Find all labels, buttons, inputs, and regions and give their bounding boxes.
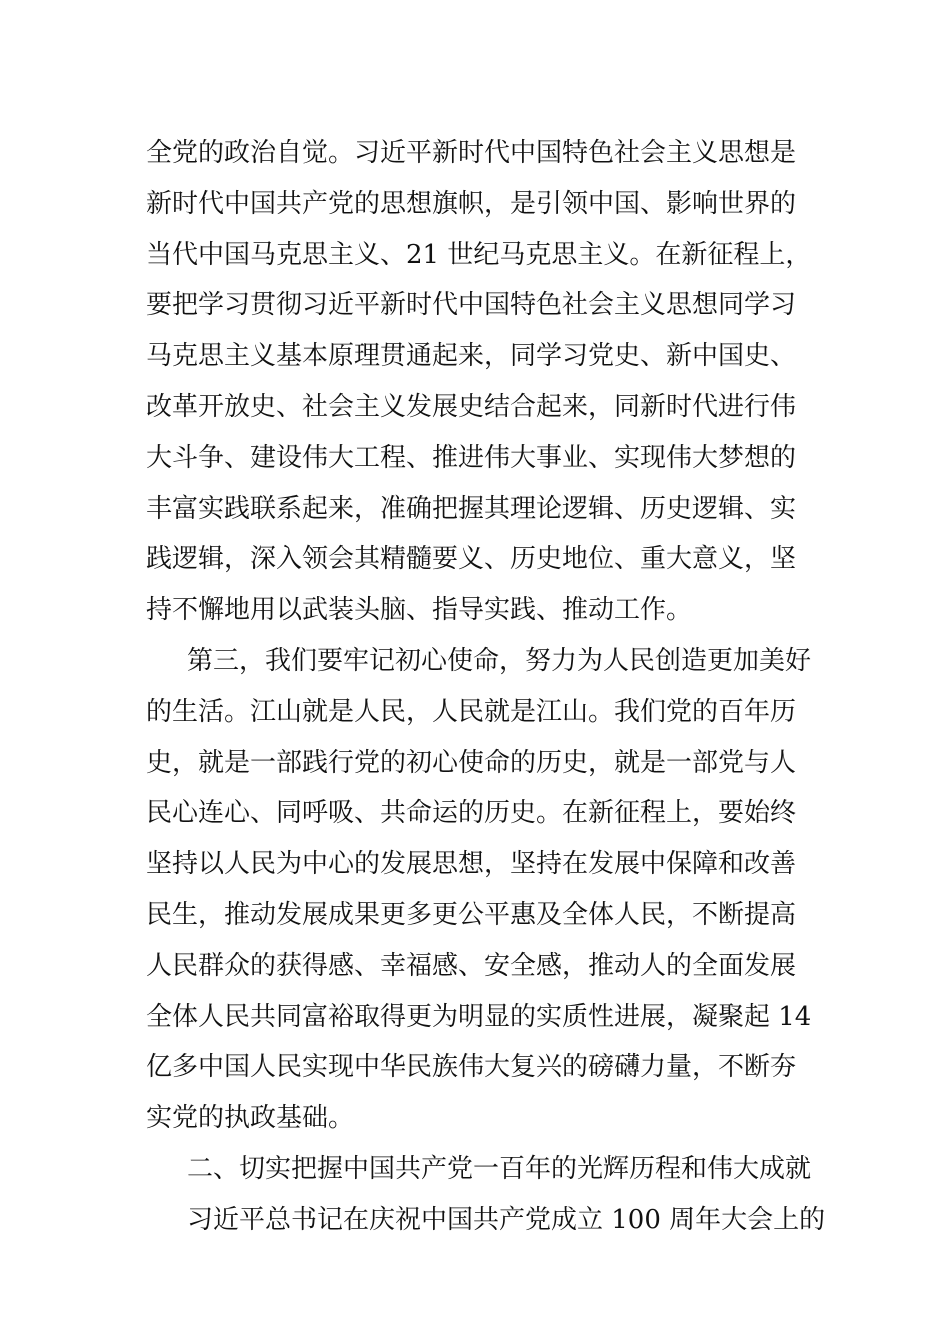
paragraph-line: 第三，我们要牢记初心使命，努力为人民创造更加美好 bbox=[187, 645, 812, 676]
paragraph-line: 实党的执政基础。 bbox=[146, 1103, 355, 1134]
paragraph-line: 践逻辑，深入领会其精髓要义、历史地位、重大意义，坚 bbox=[146, 544, 797, 575]
document-body bbox=[146, 128, 826, 1246]
paragraph-line: 改革开放史、社会主义发展史结合起来，同新时代进行伟 bbox=[146, 391, 797, 422]
paragraph-line: 人民群众的获得感、幸福感、安全感，推动人的全面发展 bbox=[146, 950, 797, 981]
paragraph-line: 民心连心、同呼吸、共命运的历史。在新征程上，要始终 bbox=[146, 798, 797, 829]
paragraph-line: 要把学习贯彻习近平新时代中国特色社会主义思想同学习 bbox=[146, 290, 797, 321]
paragraph-line: 全体人民共同富裕取得更为明显的实质性进展，凝聚起 14 bbox=[146, 1001, 812, 1032]
paragraph-line: 马克思主义基本原理贯通起来，同学习党史、新中国史、 bbox=[146, 341, 797, 372]
paragraph-line: 习近平总书记在庆祝中国共产党成立 100 周年大会上的 bbox=[187, 1204, 826, 1235]
paragraph-line: 全党的政治自觉。习近平新时代中国特色社会主义思想是 bbox=[146, 138, 797, 168]
paragraph-line: 史，就是一部践行党的初心使命的历史，就是一部党与人 bbox=[146, 747, 797, 778]
paragraph-line: 持不懈地用以武装头脑、指导实践、推动工作。 bbox=[146, 595, 693, 626]
paragraph-line: 的生活。江山就是人民，人民就是江山。我们党的百年历 bbox=[146, 696, 797, 727]
paragraph-line: 民生，推动发展成果更多更公平惠及全体人民，不断提高 bbox=[146, 899, 797, 930]
paragraph-line: 大斗争、建设伟大工程、推进伟大事业、实现伟大梦想的 bbox=[146, 442, 797, 473]
section-heading: 二、切实把握中国共产党一百年的光辉历程和伟大成就 bbox=[187, 1153, 812, 1184]
paragraph-line: 坚持以人民为中心的发展思想，坚持在发展中保障和改善 bbox=[146, 849, 797, 880]
paragraph-line: 丰富实践联系起来，准确把握其理论逻辑、历史逻辑、实 bbox=[146, 493, 797, 524]
paragraph-line: 当代中国马克思主义、21 世纪马克思主义。在新征程上， bbox=[146, 239, 812, 270]
paragraph-line: 新时代中国共产党的思想旗帜，是引领中国、影响世界的 bbox=[146, 188, 797, 219]
paragraph-line: 亿多中国人民实现中华民族伟大复兴的磅礴力量，不断夯 bbox=[146, 1052, 797, 1083]
